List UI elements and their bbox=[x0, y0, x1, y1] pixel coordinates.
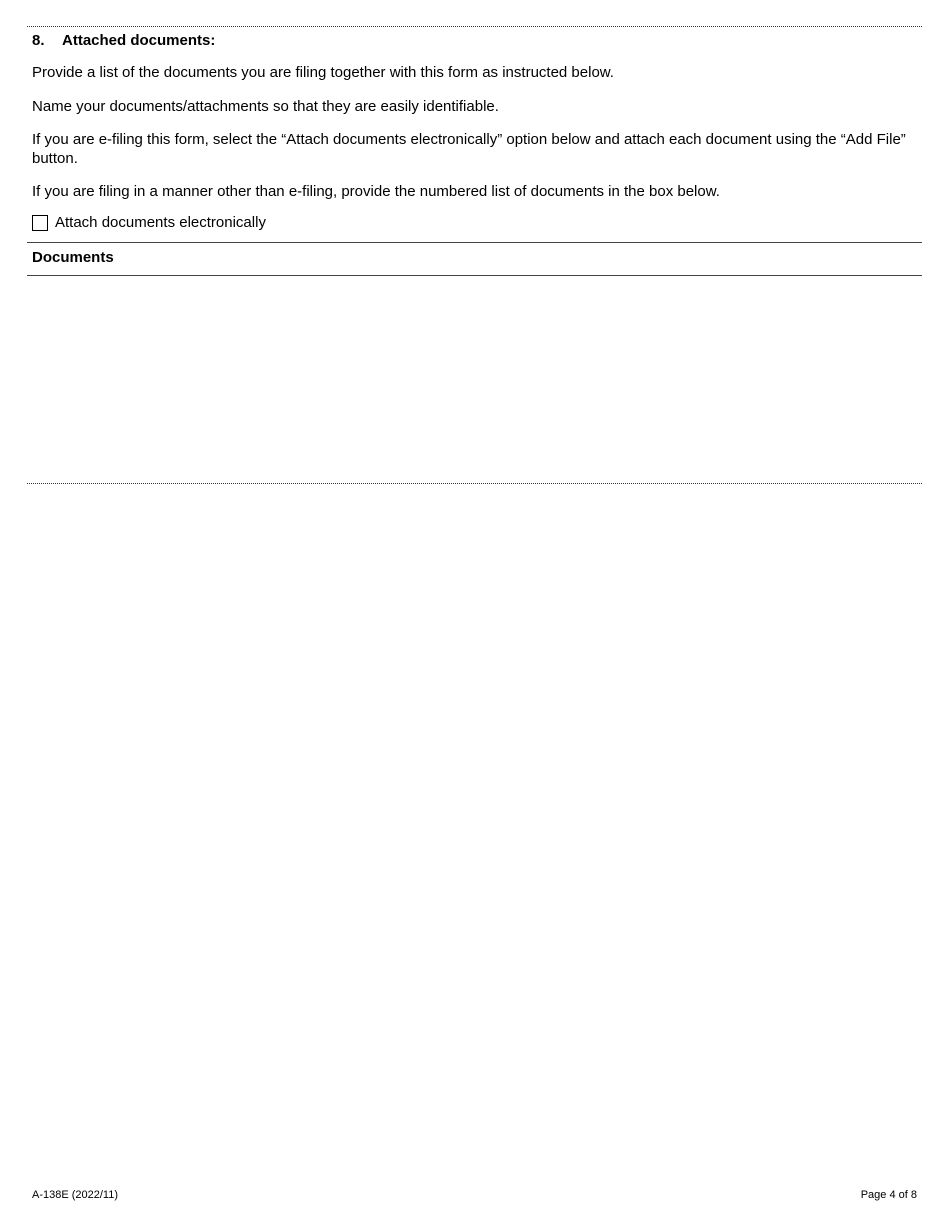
documents-top-rule bbox=[27, 242, 922, 243]
documents-bottom-rule bbox=[27, 483, 922, 484]
top-rule bbox=[27, 26, 922, 27]
form-id: A-138E (2022/11) bbox=[32, 1189, 119, 1201]
section-title: Attached documents: bbox=[62, 32, 216, 49]
instruction-other-filing: If you are filing in a manner other than e-filing, provide the numbered list of documents in the box below. bbox=[32, 183, 720, 200]
instruction-name-documents: Name your documents/attachments so that they are easily identifiable. bbox=[32, 98, 499, 115]
documents-label: Documents bbox=[32, 249, 114, 266]
instruction-e-filing: If you are e-filing this form, select the “Attach documents electronically” option below and attach each document using the “Add File” button. bbox=[32, 131, 906, 167]
documents-header-rule bbox=[27, 275, 922, 276]
documents-list-field[interactable] bbox=[28, 277, 921, 481]
instruction-list-documents: Provide a list of the documents you are filing together with this form as instructed below. bbox=[32, 64, 614, 81]
page-number: Page 4 of 8 bbox=[860, 1189, 917, 1201]
attach-electronically-label: Attach documents electronically bbox=[55, 214, 266, 231]
attach-electronically-checkbox[interactable] bbox=[32, 215, 48, 231]
attach-electronically-option[interactable] bbox=[32, 214, 266, 231]
section-number: 8. bbox=[32, 32, 45, 49]
section-heading bbox=[32, 32, 215, 49]
